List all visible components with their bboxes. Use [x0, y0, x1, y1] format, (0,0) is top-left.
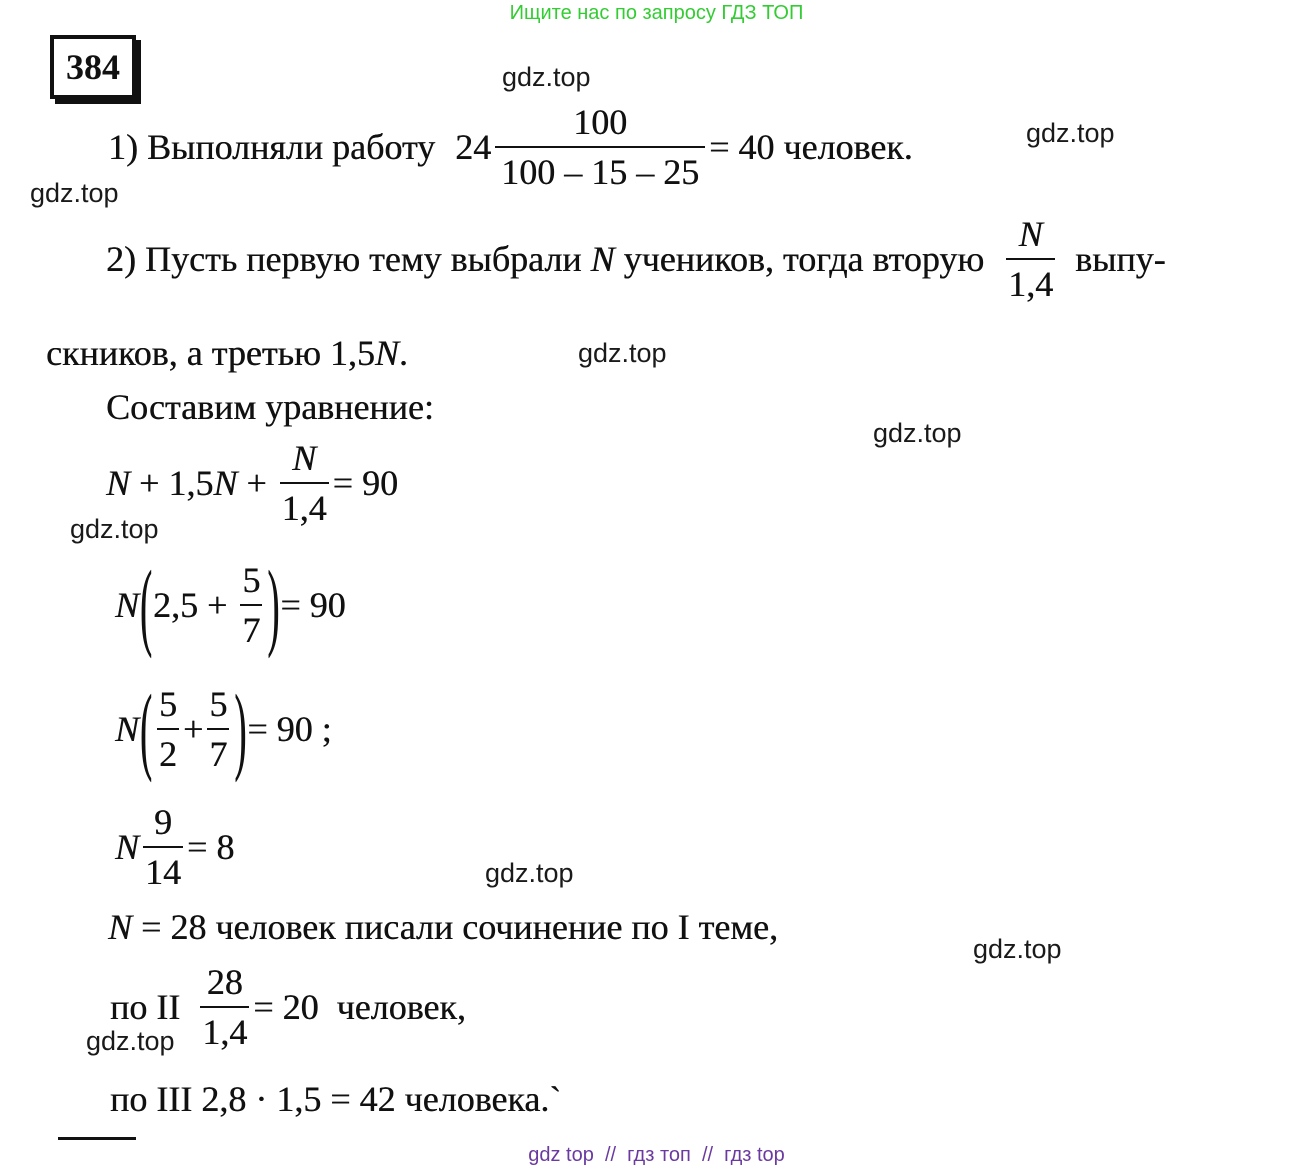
right-paren: )	[267, 551, 280, 659]
term: + 1,5	[130, 463, 214, 503]
watermark: gdz.top	[485, 858, 574, 888]
solution-line-1	[108, 104, 913, 190]
text: по II	[110, 987, 181, 1027]
watermark: gdz.top	[578, 338, 667, 368]
fraction	[200, 964, 249, 1050]
watermark: gdz.top	[30, 178, 119, 208]
denominator: 1,4	[202, 1012, 248, 1052]
equation-2	[115, 551, 346, 659]
solution-line-4: Составим уравнение:	[106, 387, 434, 427]
variable: N	[115, 585, 140, 625]
rhs: = 90 ;	[247, 709, 332, 749]
text: выпу-	[1075, 239, 1166, 279]
fraction	[207, 686, 229, 772]
denominator: 7	[209, 734, 228, 774]
solution-line-3	[46, 332, 408, 374]
watermark: gdz.top	[1026, 118, 1115, 148]
text: учеников, тогда вторую	[623, 239, 985, 279]
watermark: gdz.top	[502, 62, 591, 92]
numerator: 5	[159, 684, 178, 724]
operator: +	[237, 463, 276, 503]
text: .	[398, 333, 408, 373]
footer-banner: gdz top // гдз топ // гдз top	[528, 1144, 785, 1166]
denominator: 2	[159, 734, 178, 774]
variable: N	[590, 239, 615, 279]
numerator: 5	[209, 684, 228, 724]
text: скников, а третью 1,5	[46, 333, 375, 373]
solution-line-7: по III 2,8 · 1,5 = 42 человека.`	[110, 1079, 562, 1119]
solution-line-2	[106, 216, 1166, 302]
coefficient: 24	[455, 127, 492, 167]
text: 2) Пусть первую тему выбрали	[106, 239, 582, 279]
watermark: gdz.top	[86, 1026, 175, 1056]
left-paren: (	[140, 551, 153, 659]
solution-line-5	[108, 906, 778, 948]
search-banner: Ищите нас по запросу ГДЗ ТОП	[509, 2, 804, 24]
fraction	[495, 104, 705, 190]
footnote-rule	[58, 1137, 136, 1140]
denominator: 1,4	[1008, 264, 1054, 304]
result: = 40 человек.	[709, 127, 913, 167]
watermark: gdz.top	[70, 514, 159, 544]
fraction	[157, 686, 179, 772]
rhs: = 90	[332, 463, 398, 503]
variable: N	[115, 827, 140, 867]
equation-1	[106, 440, 398, 526]
equation-4	[115, 804, 234, 890]
numerator: 28	[206, 962, 243, 1002]
text: 1) Выполняли работу	[108, 127, 436, 167]
denominator: 7	[242, 610, 261, 650]
numerator: 100	[573, 102, 628, 142]
rhs: = 90	[280, 585, 346, 625]
numerator: 9	[154, 802, 173, 842]
denominator: 1,4	[281, 488, 327, 528]
rhs: = 20 человек,	[253, 987, 466, 1027]
numerator: N	[1018, 214, 1043, 254]
operator: +	[183, 709, 204, 749]
variable: N	[108, 907, 133, 947]
right-paren: )	[234, 675, 247, 783]
solution-line-6	[110, 964, 466, 1050]
numerator: N	[292, 438, 317, 478]
text: = 28 человек писали сочинение по I теме,	[132, 907, 778, 947]
denominator: 100 – 15 – 25	[501, 152, 700, 192]
equation-3	[115, 675, 332, 783]
watermark: gdz.top	[973, 934, 1062, 964]
variable: N	[374, 333, 399, 373]
variable: N	[213, 463, 238, 503]
left-paren: (	[140, 675, 153, 783]
problem-number: 384	[50, 35, 136, 99]
rhs: = 8	[187, 827, 235, 867]
numerator: 5	[242, 560, 261, 600]
fraction	[240, 562, 262, 648]
fraction	[280, 440, 329, 526]
variable: N	[106, 463, 131, 503]
denominator: 14	[145, 852, 182, 892]
watermark: gdz.top	[873, 418, 962, 448]
fraction	[1006, 216, 1055, 302]
fraction	[143, 804, 183, 890]
variable: N	[115, 709, 140, 749]
term: 2,5 +	[153, 585, 237, 625]
